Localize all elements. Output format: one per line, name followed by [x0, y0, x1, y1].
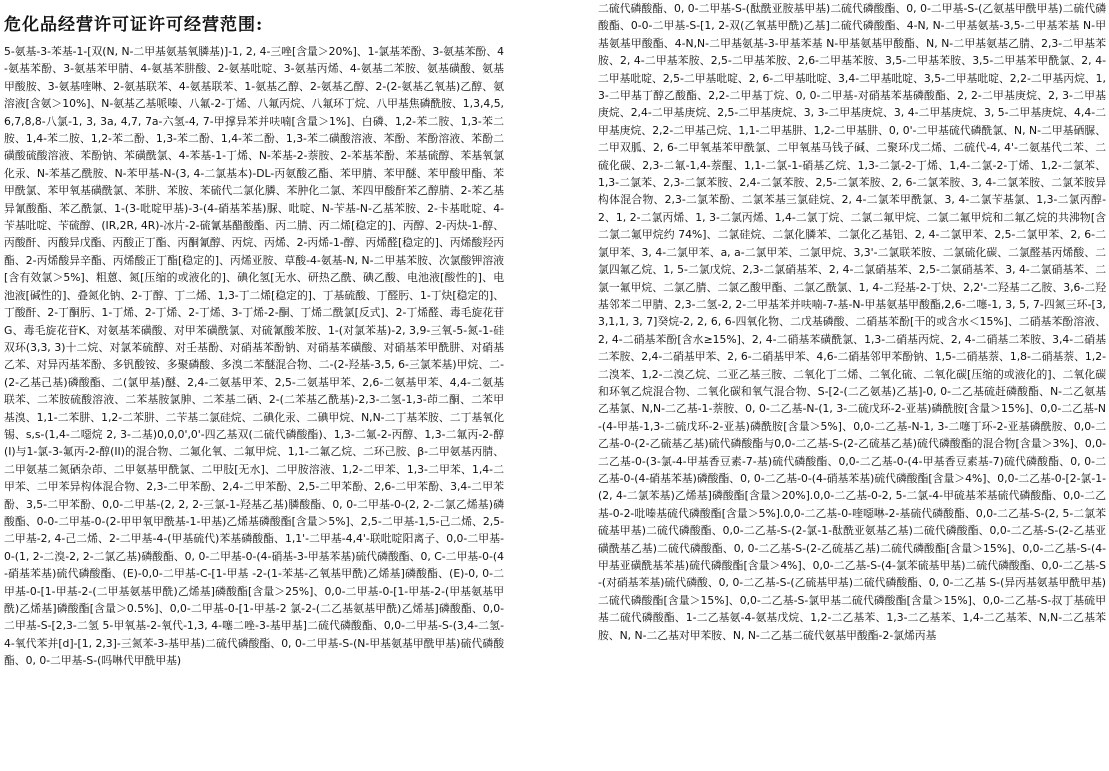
left-column [4, 0, 504, 771]
page-title: 危化品经营许可证许可经营范围: [4, 15, 264, 35]
right-column [598, 0, 1106, 771]
page-gap [550, 0, 551, 771]
right-body-text: 二硫代磷酸酯、0, 0-二甲基-S-(酞酰亚胺基甲基)二硫代磷酸酯、0, 0-二甲基-S-(乙氨基甲酰甲基)二硫代磷酸酯、0-0-二甲基-S-[1, 2-双(乙氧基甲酰)乙基]二硫代磷酸酯、4-N, N-二甲基氨基-3,5-二甲基苯基 N-甲基氨基甲酸酯、4-N,N-二甲基氨基-3-甲基苯基 N-甲基氨基甲酸酯、N, N-二甲基氨基乙腈、2,3-二甲基苯胺、2, 4-二甲基苯胺、2,5-二甲基苯胺、2,6-二甲基苯胺、3,5-二甲基苯胺、3,5-二甲基苯甲酰氯、2, 4-二甲基吡啶、2,5-二甲基吡啶、2, 6-二甲基吡啶、3,4-二甲基吡啶、3,5-二甲基吡啶、2,2-二甲基丙烷、1,3-二甲基丁醇乙酸酯、2,2-二甲基丁烷、0, 0-二甲基-对硝基苯基磷酸酯、2, 2-二甲基庚烷、2, 3-二甲基庚烷、2,4-二甲基庚烷、2,5-二甲基庚烷、3, 3-二甲基庚烷、3, 4-二甲基庚烷、3, 5-二甲基庚烷、4,4-二甲基庚烷、2,2-二甲基己烷、1,1-二甲基肼、1,2-二甲基肼、0, 0'-二甲基硫代磷酰氯、N, N-二甲基硒脲、二甲双胍、2, 6-二甲氧基苯甲酰氯、二甲氧基马钱子碱、二聚环戊二烯、二硫代-4, 4'-二氨基代二苯、二硫化碳、2,3-二氟-1,4-萘醌、1,1-二氯-1-硝基乙烷、1,3-二氯-2-丁烯、1,4-二氯-2-丁烯、1,2-二氯苯、1,3-二氯苯、2,3-二氯苯胺、2,4-二氯苯胺、2,5-二氯苯胺、2, 6-二氯苯胺、3, 4-二氯苯胺、二氯苯胺异构体混合物、2,3-二氯苯酚、二氯苯基三氯硅烷、2, 4-二氯苯甲酰氯、3, 4-二氯苄基氯、1,3-二氯丙醇-2、1, 2-二氯丙烯、1, 3-二氯丙烯、1,4-二氯丁烷、二氯二氟甲烷、二氯二氟甲烷和二氟乙烷的共沸物[含二氯二氟甲烷约 74%]、二氯硅烷、二氯化膦苯、二氯化乙基铝、2, 4-二氯甲苯、2,5-二氯甲苯、2, 6-二氯甲苯、3, 4-二氯甲苯、a, a-二氯甲苯、二氯甲烷、3,3'-二氯联苯胺、二氯硫化碳、二氯醛基丙烯酸、二氯四氟乙烷、1, 5-二氯戊烷、2,3-二氯硝基苯、2, 4-二氯硝基苯、2,5-二氯硝基苯、3, 4-二氯硝基苯、二氯一氟甲烷、二氯乙腈、二氯乙酸甲酯、二氯乙酰氯、1, 4-二羟基-2-丁炔、2,2'-二羟基二乙胺、3,6-二羟基邻苯二甲腈、2,3-二氢-2, 2-二甲基苯并呋喃-7-基-N-甲基氨基甲酸酯,2,6-二噻-1, 3, 5, 7-四氮三环-[3, 3,1,1, 3, 7]癸烷-2, 2, 6, 6-四氧化物、二戊基磷酸、二硝基苯酚[干的或含水＜15%]、二硝基苯酚溶液、2, 4-二硝基苯酚[含水≥15%]、2, 4-二硝基苯磺酰氯、1,3-二硝基丙烷、2, 4-二硝基二苯胺、3,4-二硝基二苯胺、2,4-二硝基甲苯、2, 6-二硝基甲苯、4,6-二硝基邻甲苯酚钠、1,5-二硝基萘、1,8-二硝基萘、1,2-二溴苯、1,2-二溴乙烷、二亚乙基三胺、二氧化丁二烯、二氧化硫、二氧化碳[压缩的或液化的]、二氧化碳和环氧乙烷混合物、二氧化碳和氧气混合物、S-[2-(二乙氨基)乙基]-0, 0-二乙基硫赶磷酸酯、N-二乙氨基乙基氯、N,N-二乙基-1-萘胺、0, 0-二乙基-N-(1, 3-二硫戊环-2-亚基)磷酰胺[含量＞15%]、0,0-二乙基-N-(4-甲基-1,3-二硫戊环-2-亚基)磷酰胺[含量＞5%]、0,0-二乙基-N-1, 3-二噻丁环-2-亚基磷酰胺、0,0-二乙基-0-(2-乙硫基乙基)硫代磷酸酯与0,0-二乙基-S-(2-乙硫基乙基)硫代磷酸酯的混合物[含量＞3%]、0,0-二乙基-0-(3-氯-4-甲基香豆素-7-基)硫代磷酸酯、0,0-二乙基-0-(4-甲基香豆素基-7)硫代磷酸酯、0, 0-二乙基-0-(4-硝基苯基)磷酸酯、0, 0-二乙基-0-(4-硝基苯基)硫代磷酸酯[含量＞4%]、0,0-二乙基-0-[2-氯-1-(2, 4-二氯苯基)乙烯基]磷酸酯[含量＞20%].0,0-二乙基-0-2, 5-二氯-4-甲硫基苯基硫代磷酸酯、0,0-二乙基-0-2-吡嗪基硫代磷酸酯[含量＞5%].0,0-二乙基-0-喹噁啉-2-基硫代磷酸酯、0,0-二乙基-S-(2, 5-二氯苯硫基甲基)二硫代磷酸酯、0,0-二乙基-S-(2-氯-1-酞酰亚氨基乙基)二硫代磷酸酯、0,0-二乙基-S-(2-乙基亚磺酰基乙基)二硫代磷酸酯、0, 0-二乙基-S-(2-乙硫基乙基)二硫代磷酸酯[含量＞15%]、0,0-二乙基-S-(4-甲基亚磺酰基苯基)硫代磷酸酯[含量＞4%]、0,0-二乙基-S-(4-氯苯硫基甲基)二硫代磷酸酯、0,0-二乙基-S-(对硝基苯基)硫代磷酸、0, 0-二乙基-S-(乙硫基甲基)二硫代磷酸酯、0, 0-二乙基 S-(异丙基氨基甲酰甲基)二硫代磷酸酯[含量＞15%]、0,0-二乙基-S-氯甲基二硫代磷酸酯[含量＞15%]、0,0-二乙基-S-叔丁基硫甲基二硫代磷酸酯、1-二乙基氨-4-氨基戊烷、1,2-二乙基苯、1,3-二乙基苯、1,4-二乙基苯、N,N-二乙基苯胺、N, N-二乙基对甲苯胺、N, N-二乙基二硫代氨基甲酸酯-2-氯烯丙基 [598, 2, 1106, 642]
left-body-text: 5-氨基-3-苯基-1-[双(N, N-二甲基氨基氧膦基)]-1, 2, 4-三唑[含量＞20%]、1-氯基苯酚、3-氨基苯酚、4-氨基苯酚、3-氨基苯甲腈、4-氨基苯肼酸、2-氨基吡啶、3-氨基丙烯、4-氨基二苯胺、氨基磺酸、氨基甲酸胺、3-氨基喹啉、2-氨基联苯、4-氨基联苯、1-氨基乙醇、2-氨基乙醇、2-(2-氨基乙氧基)乙醇、氨溶液[含氨＞10%]、N-氨基乙基哌嗪、八氟-2-丁烯、八氟丙烷、八氟环丁烷、八甲基焦磷酰胺、1,3,4,5,6,7,8,8-八氯-1, 3, 3a, 4,7, 7a-六氢-4, 7-甲撑异苯并呋喃[含量＞1%]、白磷、1,2-苯二胺、1,3-苯二胺、1,4-苯二胺、1,2-苯二酚、1,3-苯二酚、1,4-苯二酚、1,3-苯二磺酸溶液、苯酚、苯酚溶液、苯酚二磺酸硫酸溶液、苯酚钠、苯磺酰氯、4-苯基-1-丁烯、N-苯基-2-萘胺、2-苯基苯酚、苯基硫醇、苯基氧氯化汞、N-苯基乙酰胺、N-苯甲基-N-(3, 4-二氯基本)-DL-丙氨酸乙酯、苯甲腈、苯甲醚、苯甲酸甲酯、苯甲酰氯、苯甲氧基磺酰氯、苯肼、苯胺、苯硫代二氯化膦、苯肿化二氯、苯四甲酸酐苯乙醇腈、2-苯乙基异氰酸酯、苯乙酰氯、1-(3-吡啶甲基)-3-(4-硝基苯基)脲、吡啶、N-苄基-N-乙基苯胺、2-卡基吡啶、4-苄基吡啶、苄硫醇、(IR,2R, 4R)-冰片-2-硫氰基醋酸酯、丙二腈、丙二烯[稳定的]、丙醇、2-丙炔-1-醇、丙酸酐、丙酸异戊酯、丙酸正丁酯、丙酮氰醇、丙烷、丙烯、2-丙烯-1-醇、丙烯醛[稳定的]、丙烯酸羟丙酯、2-丙烯酸异辛酯、丙烯酸正丁酯[稳定的]、丙烯亚胺、草酸-4-氨基-N, N-二甲基苯胺、次氯酸钾溶液[含有效氯＞5%]、粗蒽、氮[压缩的或液化的]、碘化氢[无水、研热乙酰、碘乙酸、电池液[酸性的]、电池液[碱性的]、叠氮化钠、2-丁醇、丁二烯、1,3-丁二烯[稳定的]、丁基硫酸、丁醛肟、1-丁炔[稳定的]、丁酸酐、2-丁酮肟、1-丁烯、2-丁烯、2-丁烯、3-丁烯-2-酮、丁烯二酰氯[反式]、2-丁烯醛、毒毛旋花苷G、毒毛旋花苷K、对氨基苯磺酸、对甲苯磺酰氯、对硫氰酸苯胺、1-(对氯苯基)-2, 3,9-三氧-5-氮-1-硅双环(3,3, 3)十二烷、对氯苯硫醇、对壬基酚、对硝基苯酚钠、对硝基苯磺酸、对硝基苯甲酰肼、对硝基乙苯、对异丙基苯酚、多钒酸铵、多聚磷酸、多溴二苯醚混合物、二-(2-羟基-3,5, 6-三氯苯基)甲烷、二-(2-乙基己基)磷酸酯、二(氯甲基)醚、2,4-二氨基甲苯、2,5-二氨基甲苯、2,6-二氨基甲苯、4,4-二氨基联苯、二苯胺硫酸溶液、二苯基胺氯胂、二苯基二硒、2-(二苯基乙酰基)-2,3-二氢-1,3-茚二酮、二苯甲基溴、1,1-二苯肼、1,2-二苯肼、二苄基二氯硅烷、二碘化汞、二碘甲烷、N,N-二丁基苯胺、二丁基氧化锡、s,s-(1,4-二噁烷 2, 3-二基)0,0,0',0'-四乙基双(二硫代磷酸酯)、1,3-二氟-2-丙醇、1,3-二氟丙-2-醇(I)与1-氯-3-氟丙-2-醇(II)的混合物、二氟化氧、二氟甲烷、1,1-二氟乙烷、二环己胺、β-二甲氨基丙腈、二甲氨基二氮硒杂茚、二甲氨基甲酰氯、二甲肢[无水]、二甲胺溶液、1,2-二甲苯、1,3-二甲苯、1,4-二甲苯、二甲苯异构体混合物、2,3-二甲苯酚、2,4-二甲苯酚、2,5-二甲苯酚、2,6-二甲苯酚、3,4-二甲苯酚、3,5-二甲苯酚、0,0-二甲基-(2, 2, 2-三氯-1-羟基乙基)膦酸酯、0, 0-二甲基-0-(2, 2-二氯乙烯基)磷酸酯、0-0-二甲基-0-(2-甲甲氧甲酰基-1-甲基)乙烯基磷酸酯[含量＞5%]、2,5-二甲基-1,5-己二烯、2,5-二甲基-2, 4-己二烯、2-二甲基-4-(甲基硫代)苯基磷酸酯、1,1'-二甲基-4,4'-联吡啶阳离子、0,0-二甲基-0-(1, 2-二溴-2, 2-二氯乙基)磷酸酯、0, 0-二甲基-0-(4-硝基-3-甲基苯基)硫代磷酸酯、0, C-二甲基-0-(4-硝基苯基)硫代磷酸酯、(E)-0,0-二甲基-C-[1-甲基 -2-(1-苯基-乙氧基甲酰)乙烯基]磷酸酯、(E)-0, 0-二甲基-0-[1-甲基-2-(二甲基氨基甲酰)乙烯基]磷酸酯[含量＞25%]、0,0-二甲基-0-[1-甲基-2-(甲基氨基甲酰)乙烯基]磷酸酯[含量＞0.5%]、0,0-二甲基-0-[1-甲基-2 氯-2-(二乙基氨基甲酰)乙烯基]磷酸酯、0,0-二甲基-S-[2,3-二氢 5-甲氧基-2-氧代-1,3, 4-噻二唑-3-基甲基]二硫代磷酸酯、0,0-二甲基-S-(3,4-二氢-4-氧代苯并[d]-[1, 2,3]-三氮苯-3-基甲基)二硫代磷酸酯、0, 0-二甲基-S-(N-甲基氨基甲酰甲基)硫代磷酸酯、0, 0-二甲基-S-(吗啉代甲酰甲基) [4, 45, 504, 668]
